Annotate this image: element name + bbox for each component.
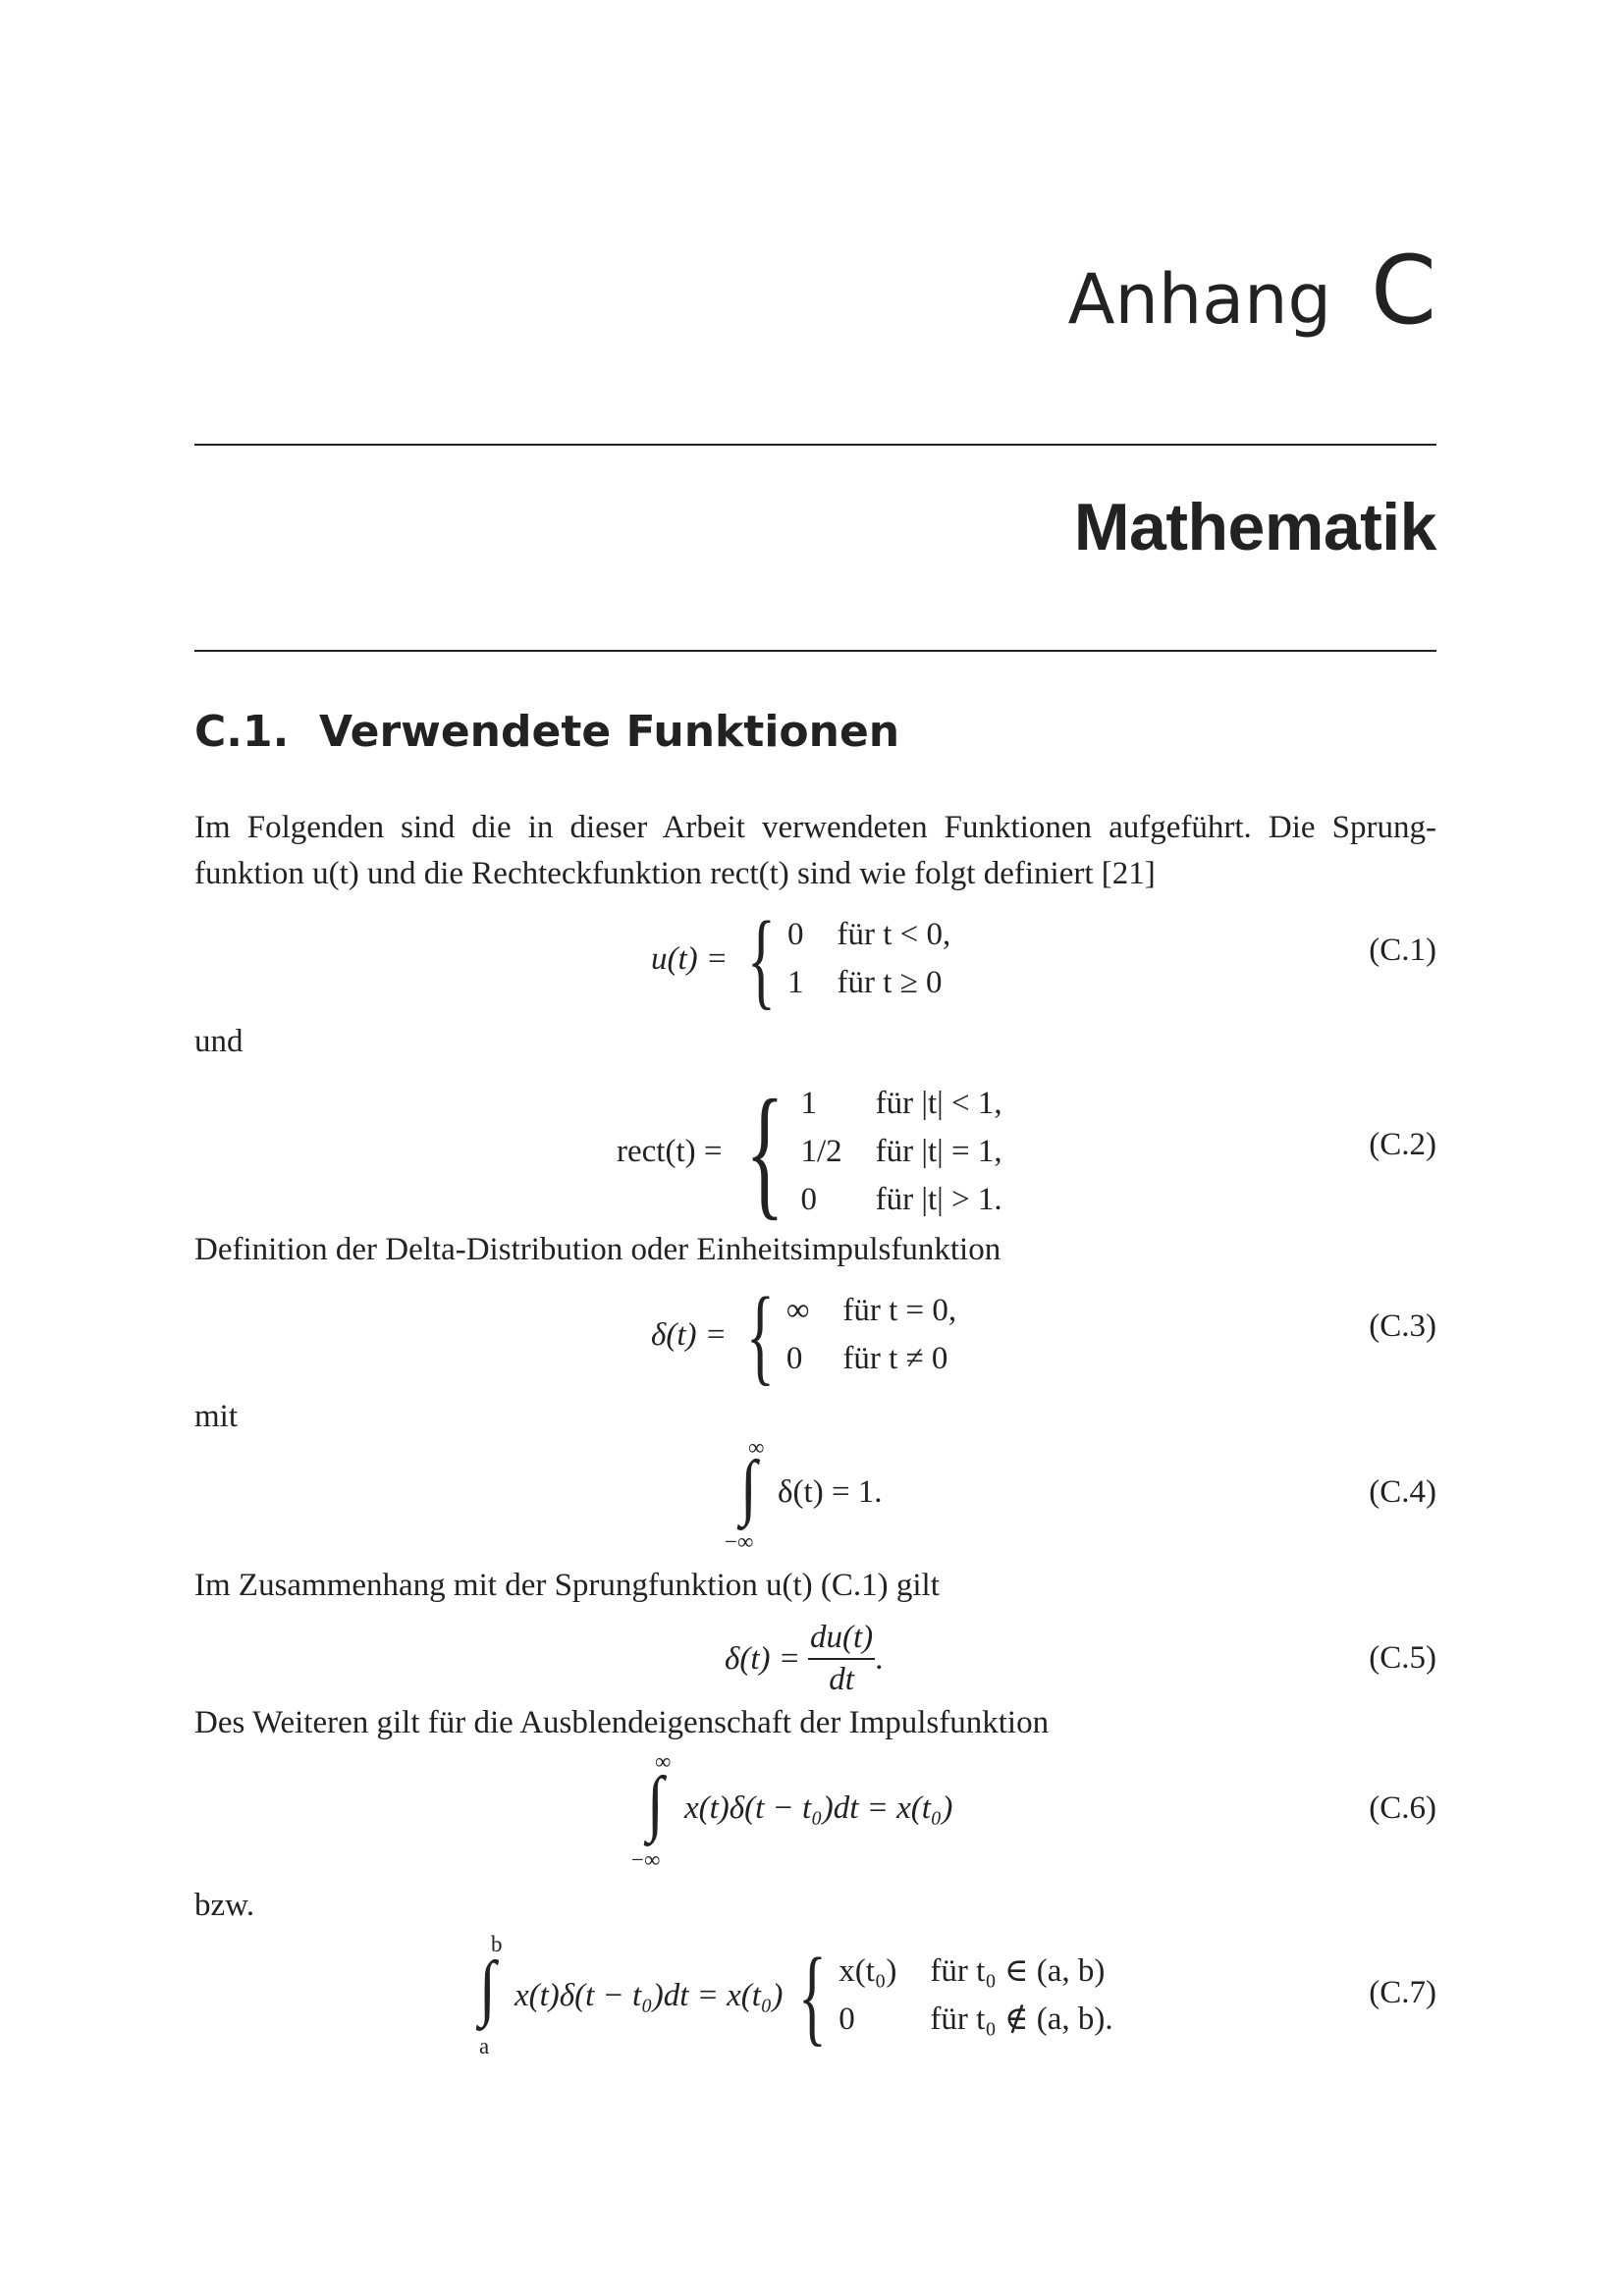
chapter-label	[1068, 236, 1436, 346]
section-number: C.1.	[194, 707, 290, 757]
c2-case-condition: für |t| < 1,	[875, 1085, 1002, 1121]
intro-paragraph: Im Folgenden sind die in dieser Arbeit verwendeten Funktionen aufgeführt. Die Sprung-funktion u(t) und die Rechteckfunktion rect(t) sind wie folgt definiert [21]	[194, 810, 1436, 891]
c7-upper-limit: b	[491, 1932, 503, 1956]
c7-lower-limit: a	[479, 2034, 490, 2058]
c5-numerator: du(t)	[808, 1620, 875, 1660]
c6-upper-limit: ∞	[655, 1749, 672, 1774]
chapter-title: Mathematik	[1073, 490, 1436, 564]
c3-case-value: 0	[785, 1341, 803, 1376]
c7-body: x(t)δ(t − t₀)dt = x(t₀)	[514, 1977, 784, 2013]
c4-lower-limit: −∞	[725, 1529, 754, 1554]
text-delta-definition: Definition der Delta-Distribution oder Einheitsimpulsfunktion	[194, 1232, 1001, 1267]
text-bzw: bzw.	[194, 1888, 255, 1923]
c4-upper-limit: ∞	[748, 1435, 765, 1460]
c1-case-condition: für t ≥ 0	[837, 965, 943, 1000]
c6-body: x(t)δ(t − t₀)dt = x(t₀)	[684, 1790, 953, 1826]
c1-lhs: u(t) =	[651, 940, 729, 977]
c7-label: (C.7)	[1369, 1975, 1436, 2010]
c4-body: δ(t) = 1.	[778, 1474, 883, 1510]
c2-case-condition: für |t| > 1.	[875, 1181, 1002, 1217]
section-heading	[194, 707, 899, 757]
text-weiteren: Des Weiteren gilt für die Ausblendeigenschaft der Impulsfunktion	[194, 1705, 1050, 1740]
top-rule	[194, 444, 1436, 446]
chapter-letter: C	[1370, 236, 1436, 346]
c1-label: (C.1)	[1369, 933, 1436, 968]
c7-cases	[839, 1948, 1112, 2044]
c5-fraction	[808, 1620, 875, 1698]
bottom-rule	[194, 650, 1436, 652]
c3-case-condition: für t ≠ 0	[842, 1341, 948, 1376]
c5-lhs: δ(t) =	[725, 1640, 801, 1677]
c2-case-condition: für |t| = 1,	[875, 1133, 1002, 1169]
c2-case-value: 1/2	[800, 1133, 842, 1169]
c2-case-value: 1	[800, 1085, 817, 1121]
c3-brace: {	[745, 1275, 775, 1395]
c5-denominator: dt	[829, 1662, 854, 1697]
equation-c5	[194, 1615, 1436, 1703]
c6-lower-limit: −∞	[631, 1847, 661, 1872]
section-title: Verwendete Funktionen	[318, 707, 900, 757]
equation-c7	[194, 1932, 1436, 2059]
chapter-word: Anhang	[1067, 259, 1331, 340]
c3-label: (C.3)	[1369, 1308, 1436, 1344]
c2-label: (C.2)	[1369, 1127, 1436, 1162]
equation-c1	[194, 899, 1436, 1019]
c1-cases	[787, 911, 950, 1007]
c5-tail: .	[875, 1640, 884, 1677]
c2-case-value: 0	[800, 1181, 817, 1217]
c7-case-value: 0	[839, 2002, 855, 2037]
equation-c2	[194, 1070, 1436, 1233]
c3-lhs: δ(t) =	[651, 1316, 728, 1353]
text-zusammenhang: Im Zusammenhang mit der Sprungfunktion u(t) (C.1) gilt	[194, 1568, 940, 1603]
equation-c4	[194, 1435, 1436, 1553]
c7-integral-sign: ∫	[479, 1948, 496, 2028]
c6-label: (C.6)	[1369, 1790, 1436, 1826]
equation-c6	[194, 1749, 1436, 1872]
c3-case-value: ∞	[785, 1293, 810, 1328]
c1-case-value: 1	[786, 965, 804, 1000]
c2-cases	[800, 1080, 1001, 1224]
c3-case-condition: für t = 0,	[842, 1293, 957, 1328]
c2-lhs: rect(t) =	[617, 1133, 723, 1169]
c3-cases	[786, 1287, 956, 1383]
c1-case-condition: für t < 0,	[837, 917, 951, 952]
c1-brace: {	[747, 899, 777, 1019]
text-und: und	[194, 1024, 243, 1059]
equation-c3	[194, 1275, 1436, 1395]
c7-case-value: x(t₀)	[839, 1953, 897, 1989]
c7-case-condition: für t₀ ∈ (a, b)	[930, 1953, 1106, 1989]
c5-label: (C.5)	[1369, 1640, 1436, 1676]
c4-label: (C.4)	[1369, 1474, 1436, 1510]
text-mit: mit	[194, 1399, 239, 1434]
c7-brace: {	[798, 1936, 828, 2056]
c6-integral-sign: ∫	[647, 1763, 664, 1843]
c7-case-condition: für t₀ ∉ (a, b).	[930, 2002, 1113, 2037]
c1-case-value: 0	[786, 917, 804, 952]
c2-brace: {	[745, 1070, 785, 1233]
c4-integral-sign: ∫	[740, 1447, 757, 1527]
